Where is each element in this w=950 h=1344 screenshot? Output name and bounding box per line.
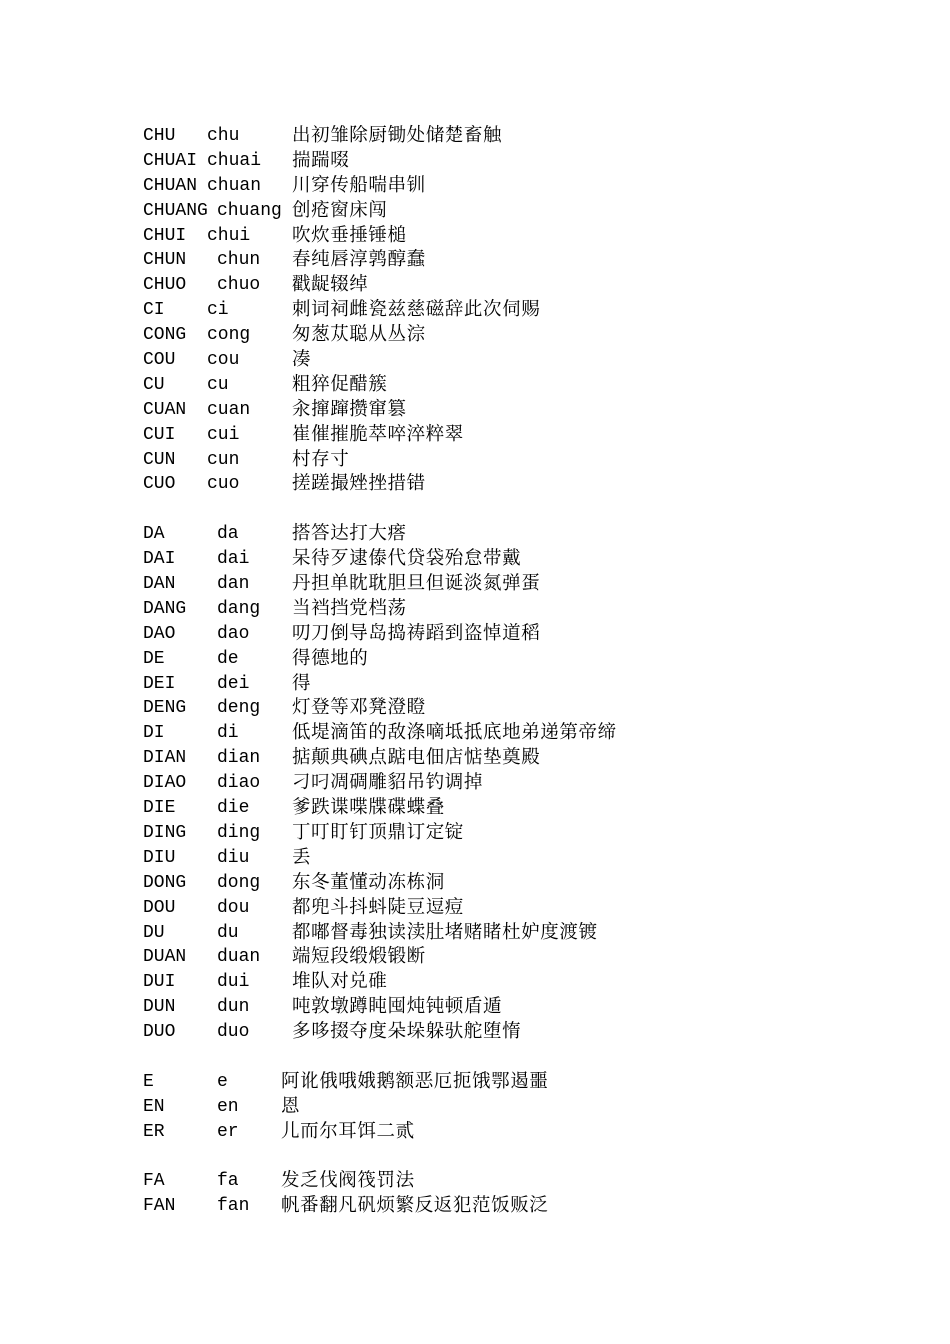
syllable-uppercase: COU: [143, 350, 176, 371]
syllable-lowercase: dou: [217, 897, 250, 918]
syllable-uppercase: CI: [143, 300, 165, 321]
character-list: 东冬董懂动冻栋洞: [292, 871, 445, 893]
character-list: 丢: [292, 846, 312, 868]
syllable-lowercase: diu: [217, 847, 250, 868]
syllable-lowercase: dai: [217, 549, 250, 570]
syllable-lowercase: de: [217, 648, 239, 669]
syllable-lowercase: chui: [207, 225, 251, 246]
syllable-lowercase: di: [217, 723, 239, 744]
syllable-uppercase: ER: [143, 1121, 165, 1142]
syllable-uppercase: FA: [143, 1171, 165, 1192]
character-list: 呆待歹逮傣代贷袋殆怠带戴: [292, 548, 522, 570]
syllable-lowercase: er: [217, 1121, 239, 1142]
syllable-uppercase: CHUAI: [143, 150, 198, 171]
syllable-lowercase: du: [217, 922, 239, 943]
character-list: 爹跌谍喋牒碟蝶叠: [292, 797, 445, 819]
syllable-lowercase: dei: [217, 673, 250, 694]
syllable-lowercase: chun: [217, 250, 261, 271]
syllable-uppercase: DE: [143, 648, 165, 669]
syllable-lowercase: dong: [217, 872, 261, 893]
syllable-lowercase: cun: [207, 449, 240, 470]
syllable-uppercase: DONG: [143, 872, 187, 893]
syllable-lowercase: fa: [217, 1171, 239, 1192]
syllable-lowercase: cuan: [207, 399, 251, 420]
syllable-lowercase: dao: [217, 623, 250, 644]
character-list: 都嘟督毒独读渎肚堵赌睹杜妒度渡镀: [292, 921, 598, 943]
syllable-uppercase: EN: [143, 1096, 165, 1117]
character-list: 凑: [292, 349, 312, 371]
syllable-uppercase: DOU: [143, 897, 176, 918]
syllable-lowercase: chuang: [217, 200, 282, 221]
character-list: 戳龊辍绰: [292, 274, 369, 296]
syllable-lowercase: chuai: [207, 150, 262, 171]
syllable-uppercase: E: [143, 1071, 154, 1092]
syllable-lowercase: cong: [207, 325, 251, 346]
character-list: 吹炊垂捶锤槌: [292, 224, 407, 246]
syllable-uppercase: DING: [143, 822, 187, 843]
syllable-uppercase: DENG: [143, 698, 187, 719]
character-list: 村存寸: [292, 448, 350, 470]
syllable-lowercase: da: [217, 524, 239, 545]
syllable-uppercase: CU: [143, 374, 165, 395]
character-list: 都兜斗抖蚪陡豆逗痘: [292, 896, 464, 918]
syllable-lowercase: dian: [217, 748, 261, 769]
syllable-lowercase: duan: [217, 947, 261, 968]
syllable-lowercase: fan: [217, 1196, 250, 1217]
syllable-uppercase: CUAN: [143, 399, 187, 420]
character-list: 丹担单眈耽胆旦但诞淡氮弹蛋: [292, 573, 541, 595]
syllable-lowercase: chuo: [217, 275, 261, 296]
character-list: 出初雏除厨锄处储楚畜触: [292, 125, 503, 146]
syllable-lowercase: e: [217, 1071, 228, 1092]
syllable-uppercase: CUN: [143, 449, 176, 470]
character-list: 帆番翻凡矾烦繁反返犯范饭贩泛: [281, 1195, 549, 1217]
character-list: 灯登等邓凳澄瞪: [292, 697, 426, 719]
syllable-lowercase: dun: [217, 997, 250, 1018]
syllable-uppercase: CHUI: [143, 225, 187, 246]
syllable-uppercase: DAI: [143, 549, 176, 570]
character-list: 掂颠典碘点踮电佃店惦垫奠殿: [292, 747, 541, 769]
syllable-lowercase: dui: [217, 972, 250, 993]
character-list: 搭答达打大瘩: [292, 523, 407, 545]
character-list: 搓蹉撮矬挫措错: [292, 473, 426, 495]
syllable-lowercase: chu: [207, 126, 240, 146]
character-list: 当裆挡党档荡: [292, 597, 407, 619]
character-list: 得: [292, 672, 312, 694]
character-list: 吨敦墩蹲盹囤炖钝顿盾遁: [292, 996, 503, 1018]
syllable-lowercase: cui: [207, 424, 240, 445]
syllable-uppercase: DIAN: [143, 748, 187, 769]
syllable-uppercase: CHUN: [143, 250, 187, 271]
character-list: 得德地的: [292, 647, 369, 669]
syllable-uppercase: DA: [143, 524, 165, 545]
syllable-uppercase: CONG: [143, 325, 187, 346]
character-list: 刺词祠雌瓷兹慈磁辞此次伺赐: [292, 299, 541, 321]
syllable-lowercase: cu: [207, 374, 229, 395]
character-list: 川穿传船喘串钏: [292, 174, 426, 196]
character-list: 阿讹俄哦娥鹅额恶厄扼饿鄂遏噩: [281, 1070, 549, 1092]
character-list: 汆撺蹿攒窜篡: [292, 398, 407, 420]
character-list: 低堤滴笛的敌涤嘀坻抵底地弟递第帝缔: [292, 722, 617, 744]
syllable-uppercase: DU: [143, 922, 165, 943]
syllable-uppercase: DI: [143, 723, 165, 744]
syllable-uppercase: CHUAN: [143, 175, 198, 196]
syllable-lowercase: ding: [217, 822, 261, 843]
character-list: 叨刀倒导岛捣祷蹈到盗悼道稻: [292, 622, 541, 644]
syllable-uppercase: DIE: [143, 798, 176, 819]
syllable-uppercase: DUN: [143, 997, 176, 1018]
character-list: 丁叮盯钉顶鼎订定锭: [292, 821, 464, 843]
character-list: 端短段缎煅锻断: [292, 946, 426, 968]
syllable-lowercase: cuo: [207, 474, 240, 495]
syllable-lowercase: diao: [217, 773, 261, 794]
character-list: 堆队对兑碓: [292, 971, 388, 993]
character-list: 粗猝促醋簇: [292, 373, 388, 395]
syllable-uppercase: DANG: [143, 598, 187, 619]
syllable-uppercase: DIU: [143, 847, 176, 868]
syllable-lowercase: ci: [207, 300, 229, 321]
syllable-uppercase: CHU: [143, 126, 176, 146]
syllable-uppercase: DUO: [143, 1022, 176, 1043]
syllable-lowercase: dang: [217, 598, 261, 619]
syllable-uppercase: DAN: [143, 574, 176, 595]
character-list: 创疮窗床闯: [292, 199, 388, 221]
character-list: 恩: [281, 1095, 301, 1117]
syllable-uppercase: DUAN: [143, 947, 187, 968]
character-list: 揣踹啜: [292, 149, 350, 171]
syllable-lowercase: cou: [207, 350, 240, 371]
character-list: 刁叼凋碉雕貂吊钓调掉: [292, 772, 484, 794]
syllable-uppercase: FAN: [143, 1196, 176, 1217]
syllable-uppercase: DAO: [143, 623, 176, 644]
syllable-uppercase: DEI: [143, 673, 176, 694]
character-list: 发乏伐阀筏罚法: [281, 1170, 415, 1192]
syllable-uppercase: CUO: [143, 474, 176, 495]
syllable-lowercase: en: [217, 1096, 239, 1117]
syllable-lowercase: deng: [217, 698, 261, 719]
syllable-lowercase: dan: [217, 574, 250, 595]
character-list: 匆葱苁聪从丛淙: [292, 324, 426, 346]
syllable-uppercase: CHUANG: [143, 200, 208, 221]
syllable-lowercase: chuan: [207, 175, 262, 196]
character-list: 儿而尔耳饵二贰: [281, 1120, 415, 1142]
character-list: 多哆掇夺度朵垛躲驮舵堕惰: [292, 1021, 522, 1043]
syllable-uppercase: CHUO: [143, 275, 187, 296]
character-list: 春纯唇淳鹑醇蠢: [292, 249, 426, 271]
syllable-lowercase: duo: [217, 1022, 250, 1043]
syllable-uppercase: CUI: [143, 424, 176, 445]
syllable-lowercase: die: [217, 798, 250, 819]
syllable-uppercase: DIAO: [143, 773, 187, 794]
character-list: 崔催摧脆萃啐淬粹翠: [292, 423, 464, 445]
syllable-uppercase: DUI: [143, 972, 176, 993]
